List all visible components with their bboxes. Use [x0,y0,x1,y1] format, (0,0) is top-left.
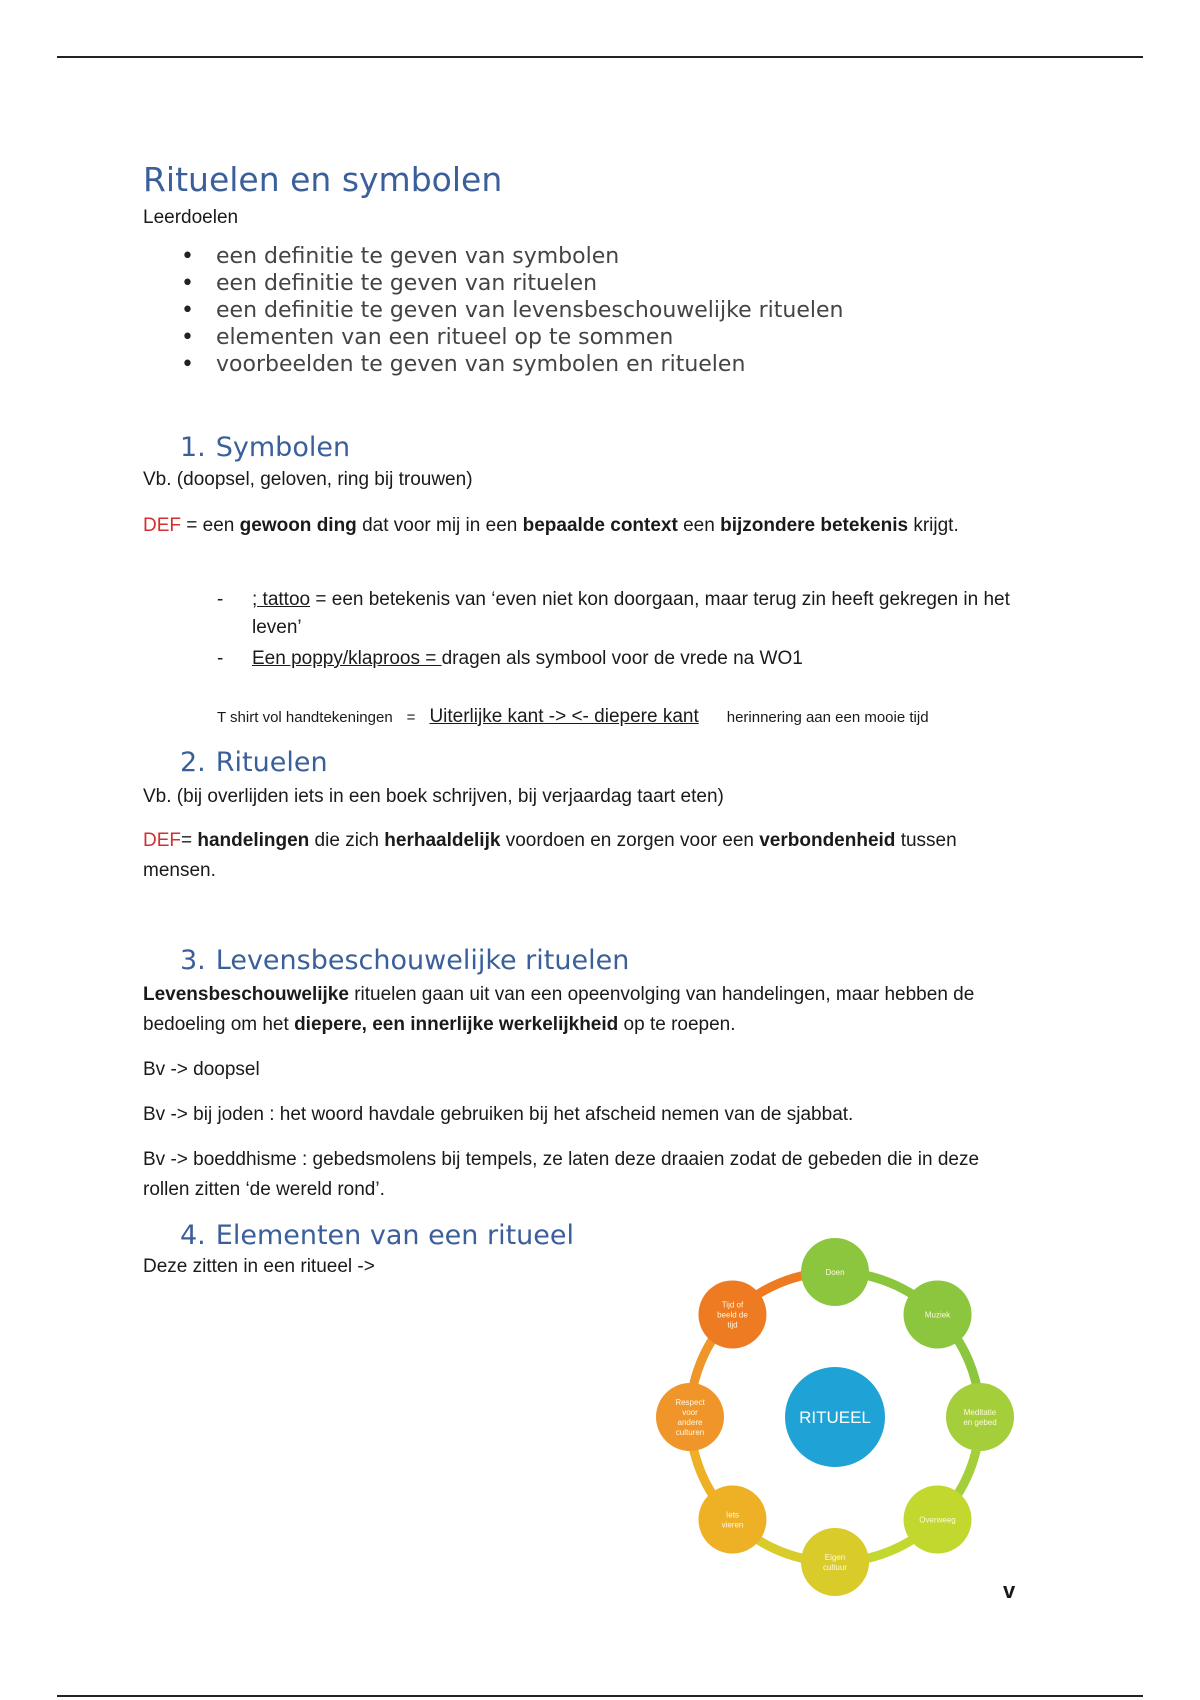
sec1-definition: DEF = een gewoon ding dat voor mij in een bepaalde context een bijzondere betekenis krijgt. [143,515,959,536]
cycle-node-label: Overweeg [919,1515,956,1525]
cycle-node [904,1486,972,1554]
ritual-cycle-diagram [650,1232,1030,1612]
cycle-node-label: Meditatie en gebed [963,1408,997,1427]
goals-list [143,243,1043,378]
cycle-node [698,1280,766,1348]
sec2-definition: DEF= handelingen die zich herhaaldelijk voordoen en zorgen voor een verbondenheid tussen mensen. [143,830,957,881]
cycle-node [904,1280,972,1348]
cycle-node [656,1383,724,1451]
cycle-node-label: Muziek [924,1310,951,1320]
cycle-node-label: Eigen cultuur [822,1553,848,1572]
list-item: • een definitie te geven van levensbeschouwelijke rituelen [181,297,1043,324]
cycle-node [698,1486,766,1554]
cycle-node-label: Iets vieren [721,1510,744,1530]
list-item: - ; tattoo = een betekenis van ‘even niet kon doorgaan, maar terug zin heeft gekregen in het leven’ [217,589,1010,638]
cycle-node-label: Respect voor andere culturen [675,1398,705,1437]
sec2-example: Vb. (bij overlijden iets in een boek schrijven, bij verjaardag taart eten) [143,786,724,807]
list-item: • voorbeelden te geven van symbolen en rituelen [181,351,1043,378]
list-item: • elementen van een ritueel op te sommen [181,324,1043,351]
tshirt-line: T shirt vol handtekeningen = Uiterlijke kant -> <- diepere kant herinnering aan een mooie tijd [217,706,929,727]
sec3-paragraph: Levensbeschouwelijke rituelen gaan uit van een opeenvolging van handelingen, maar hebben de bedoeling om het diepere, een innerlijke werkelijkheid op te roepen. [143,984,975,1035]
bottom-rule [57,1695,1143,1697]
cycle-node [801,1238,869,1306]
cycle-center-label: RITUEEL [799,1408,871,1427]
cycle-node-label: Doen [825,1268,845,1277]
page-title: Rituelen en symbolen [143,160,503,199]
section-heading-levensbeschouwelijk: 3. Levensbeschouwelijke rituelen [180,945,630,976]
header-block [143,160,1043,378]
section-heading-elementen: 4. Elementen van een ritueel [180,1220,575,1251]
cycle-node [946,1383,1014,1451]
section-heading-rituelen: 2. Rituelen [180,747,328,778]
list-item: - Een poppy/klaproos = dragen als symbool voor de vrede na WO1 [217,648,803,669]
list-item: • een definitie te geven van symbolen [181,243,1043,270]
sec4-intro: Deze zitten in een ritueel -> [143,1256,375,1277]
list-item: • een definitie te geven van rituelen [181,270,1043,297]
sec3-example-2: Bv -> bij joden : het woord havdale gebruiken bij het afscheid nemen van de sjabbat. [143,1104,854,1125]
section-heading-symbolen: 1. Symbolen [180,432,351,463]
sec1-example: Vb. (doopsel, geloven, ring bij trouwen) [143,469,473,490]
subtitle: Leerdoelen [143,207,239,228]
sec3-example-1: Bv -> doopsel [143,1059,260,1080]
sec3-example-3: Bv -> boeddhisme : gebedsmolens bij tempels, ze laten deze draaien zodat de gebeden die in deze rollen zitten ‘de wereld rond’. [143,1149,980,1200]
footer-mark: v [1003,1578,1016,1603]
cycle-node [801,1528,869,1596]
cycle-node-label: Tijd of beeld de tijd [717,1300,748,1330]
top-rule [57,56,1143,58]
